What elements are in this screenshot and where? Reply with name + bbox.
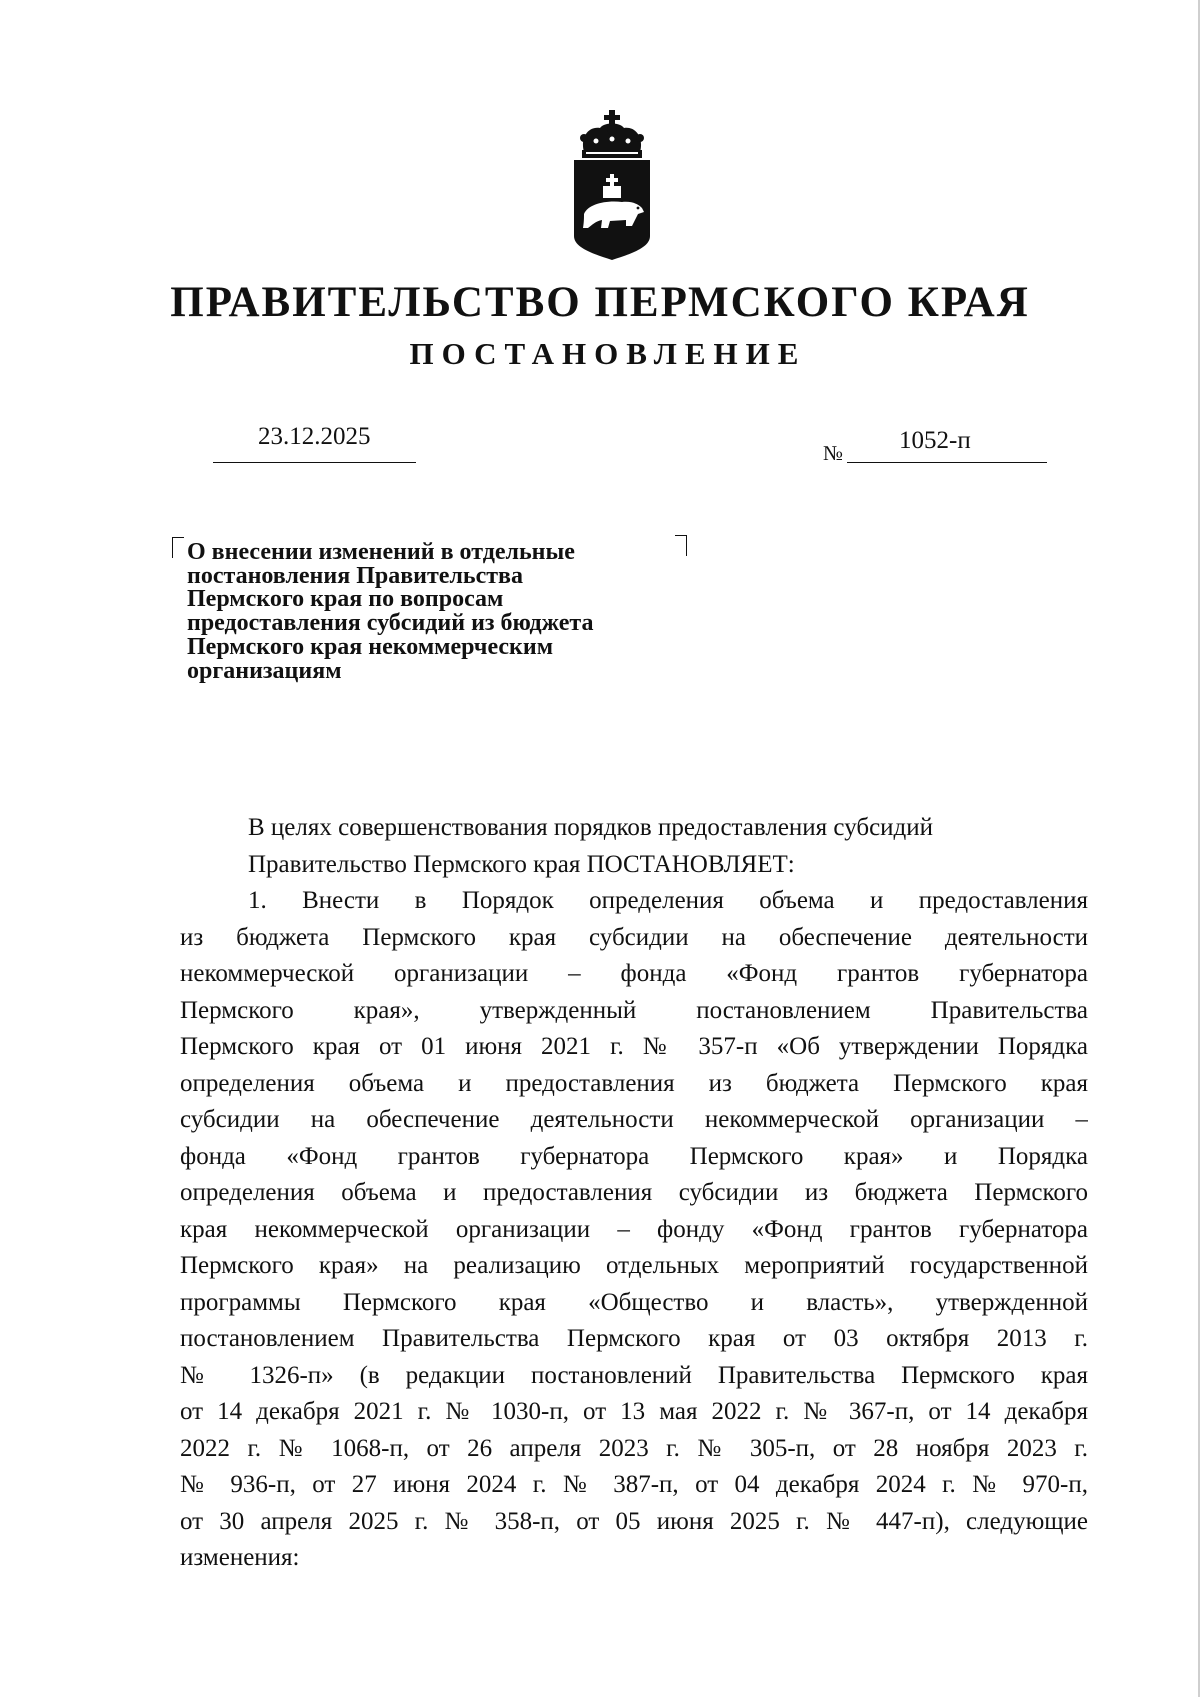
document-body [180, 810, 1088, 1577]
paragraph-line: № 936-п, от 27 июня 2024 г. № 387-п, от 04 декабря 2024 г. № 970-п, [180, 1471, 1088, 1498]
paragraph-line: определения объема и предоставления субсидии из бюджета Пермского [180, 1179, 1088, 1206]
perm-krai-coat-of-arms-icon [566, 108, 658, 260]
paragraph-line: № 1326-п» (в редакции постановлений Правительства Пермского края [180, 1361, 1088, 1389]
document-subject [187, 541, 677, 683]
paragraph-line: из бюджета Пермского края субсидии на обеспечение деятельности [180, 923, 1088, 951]
document-type: ПОСТАНОВЛЕНИЕ [409, 336, 807, 371]
paragraph-line: субсидии на обеспечение деятельности некоммерческой организации – [180, 1106, 1088, 1133]
document-number: 1052-п [899, 427, 971, 454]
subject-line: О внесении изменений в отдельные [187, 539, 575, 565]
paragraph-line: определения объема и предоставления из бюджета Пермского края [180, 1069, 1088, 1097]
number-underline [847, 462, 1047, 463]
paragraph-line: края некоммерческой организации – фонду «Фонд грантов губернатора [180, 1215, 1088, 1243]
document-date: 23.12.2025 [258, 423, 371, 450]
paragraph-line: от 30 апреля 2025 г. № 358-п, от 05 июня 2025 г. № 447-п), следующие [180, 1507, 1088, 1535]
subject-line: Пермского края по вопросам [187, 586, 504, 613]
paragraph-line: некоммерческой организации – фонда «Фонд грантов губернатора [180, 960, 1088, 987]
paragraph-line: постановлением Правительства Пермского края от 03 октября 2013 г. [180, 1325, 1088, 1352]
paragraph-line: Пермского края» на реализацию отдельных мероприятий государственной [180, 1252, 1088, 1279]
subject-corner-left [172, 537, 184, 558]
paragraph-line: от 14 декабря 2021 г. № 1030-п, от 13 мая 2022 г. № 367-п, от 14 декабря [180, 1398, 1088, 1425]
paragraph-line: Пермского края», утвержденный постановлением Правительства [180, 996, 1088, 1024]
subject-line: организациям [187, 657, 342, 684]
paragraph-line: фонда «Фонд грантов губернатора Пермского края» и Порядка [180, 1142, 1088, 1170]
subject-line: Пермского края некоммерческим [187, 633, 554, 660]
date-underline [213, 462, 416, 463]
subject-line: предоставления субсидий из бюджета [187, 610, 594, 637]
paragraph-line: 1. Внести в Порядок определения объема и предоставления [248, 887, 1088, 914]
preamble-line: В целях совершенствования порядков предоставления субсидий [248, 814, 934, 841]
paragraph-line: программы Пермского края «Общество и власть», утвержденной [180, 1288, 1088, 1316]
paragraph-line: 2022 г. № 1068-п, от 26 апреля 2023 г. № 305-п, от 28 ноября 2023 г. [180, 1434, 1088, 1462]
number-sign: № [823, 441, 844, 465]
paragraph-line: изменения: [180, 1544, 300, 1571]
preamble-line: Правительство Пермского края ПОСТАНОВЛЯЕТ: [248, 850, 795, 878]
government-title: ПРАВИТЕЛЬСТВО ПЕРМСКОГО КРАЯ [170, 279, 1030, 326]
subject-line: постановления Правительства [187, 562, 523, 589]
paragraph-line: Пермского края от 01 июня 2021 г. № 357-п «Об утверждении Порядка [180, 1033, 1088, 1060]
